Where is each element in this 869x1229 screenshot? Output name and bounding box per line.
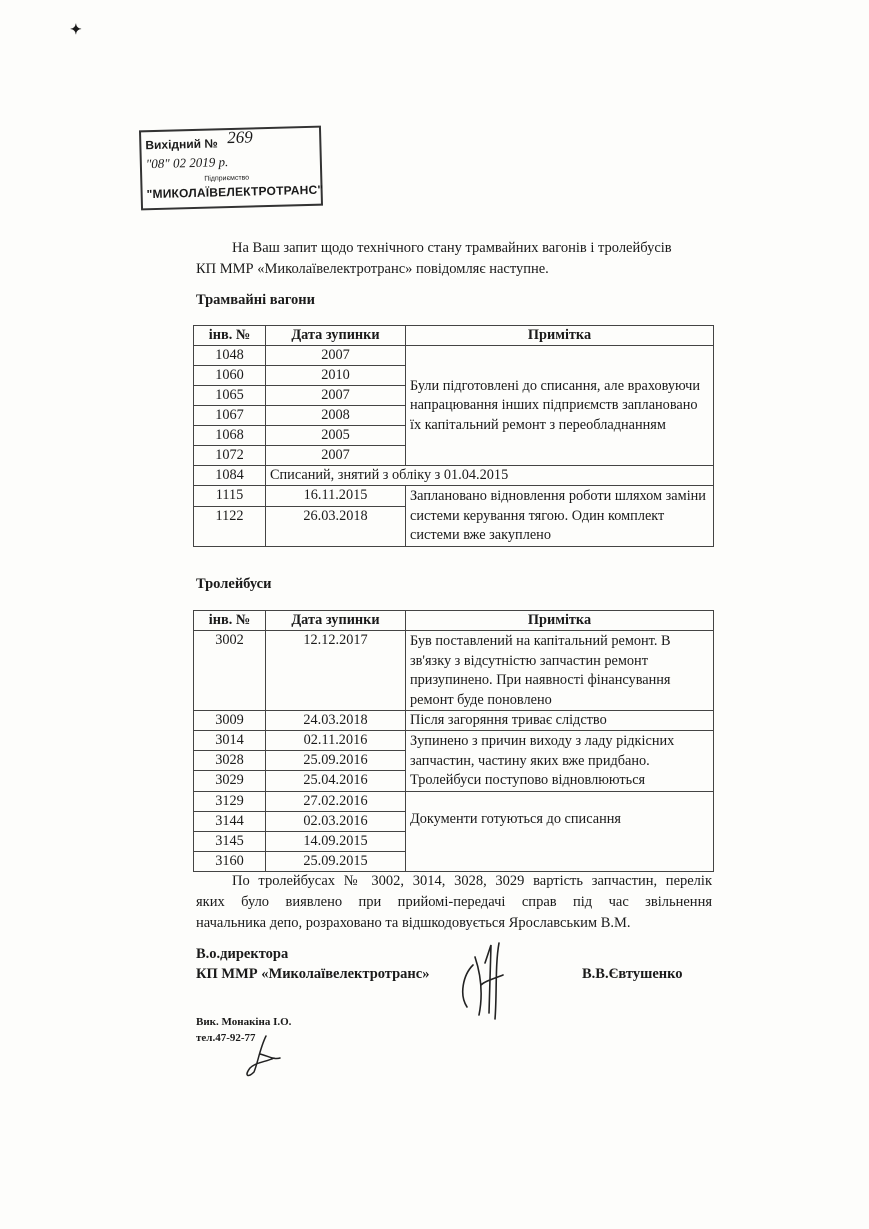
cell-note: Заплановано відновлення роботи шляхом заміни системи керування тягою. Один комплект системи вже закуплено xyxy=(406,486,714,547)
cell-inv: 3002 xyxy=(194,631,266,711)
executor-name: Вик. Монакіна І.О. xyxy=(196,1016,292,1028)
cell-date: 2007 xyxy=(266,446,406,466)
trolleys-heading: Тролейбуси xyxy=(196,576,272,592)
cell-inv: 1067 xyxy=(194,406,266,426)
cell-inv: 1115 xyxy=(194,486,266,507)
col-header-inv: інв. № xyxy=(194,326,266,346)
cell-inv: 3029 xyxy=(194,771,266,791)
stamp-sub-label: Підприємство xyxy=(204,174,250,183)
stamp-outgoing-label: Вихідний № xyxy=(145,136,218,153)
intro-line-1: На Ваш запит щодо технічного стану трамвайних вагонів і тролейбусів xyxy=(232,240,672,256)
table-row xyxy=(194,346,714,366)
cell-inv: 3009 xyxy=(194,711,266,731)
closing-line-3: начальника депо, розраховано та відшкодовується Ярославським В.М. xyxy=(196,915,631,931)
cell-inv: 1068 xyxy=(194,426,266,446)
col-header-note: Примітка xyxy=(406,326,714,346)
closing-line-2: яких було виявлено при прийомі-передачі справ під час звільнення xyxy=(196,894,712,910)
col-header-inv: інв. № xyxy=(194,611,266,631)
handwritten-signature xyxy=(455,935,525,1025)
cell-inv: 3144 xyxy=(194,811,266,831)
intro-line-2: КП ММР «Миколаївелектротранс» повідомляє наступне. xyxy=(196,261,549,277)
table-header-row xyxy=(194,611,714,631)
cell-date: 2008 xyxy=(266,406,406,426)
trams-heading: Трамвайні вагони xyxy=(196,292,316,308)
cell-date: 2007 xyxy=(266,346,406,366)
initials-mark xyxy=(240,1032,290,1082)
trolleys-table xyxy=(193,610,714,872)
cell-date: 25.09.2016 xyxy=(266,751,406,771)
cell-note: Був поставлений на капітальний ремонт. В зв'язку з відсутністю запчастин ремонт призупинено. При наявності фінансування ремонт буде поновлено xyxy=(406,631,714,711)
cell-date: 02.03.2016 xyxy=(266,811,406,831)
cell-note: Були підготовлені до списання, але враховуючи напрацювання інших підприємств заплановано їх капітальний ремонт з переобладнанням xyxy=(406,346,714,466)
cell-inv: 1072 xyxy=(194,446,266,466)
cell-note: Після загоряння триває слідство xyxy=(406,711,714,731)
col-header-note: Примітка xyxy=(406,611,714,631)
cell-inv: 3028 xyxy=(194,751,266,771)
table-row xyxy=(194,711,714,731)
col-header-date: Дата зупинки xyxy=(266,326,406,346)
cell-date: 27.02.2016 xyxy=(266,791,406,811)
cell-inv: 1048 xyxy=(194,346,266,366)
cell-date: 2005 xyxy=(266,426,406,446)
cell-inv: 3014 xyxy=(194,731,266,751)
cell-inv: 3129 xyxy=(194,791,266,811)
cell-date: 25.04.2016 xyxy=(266,771,406,791)
cell-inv: 1060 xyxy=(194,366,266,386)
signatory-org: КП ММР «Миколаївелектротранс» xyxy=(196,966,430,982)
signatory-title: В.о.директора xyxy=(196,946,289,962)
cell-note: Документи готуються до списання xyxy=(406,791,714,871)
executor-phone: тел.47-92-77 xyxy=(196,1032,256,1044)
cell-date: 14.09.2015 xyxy=(266,831,406,851)
cell-date: 24.03.2018 xyxy=(266,711,406,731)
cell-date: 12.12.2017 xyxy=(266,631,406,711)
closing-line-1: По тролейбусах № 3002, 3014, 3028, 3029 вартість запчастин, перелік xyxy=(232,873,712,889)
cell-note: Списаний, знятий з обліку з 01.04.2015 xyxy=(266,466,714,486)
col-header-date: Дата зупинки xyxy=(266,611,406,631)
cell-date: 2007 xyxy=(266,386,406,406)
table-row xyxy=(194,466,714,486)
cell-date: 2010 xyxy=(266,366,406,386)
stamp-org: "МИКОЛАЇВЕЛЕКТРОТРАНС" xyxy=(146,182,324,202)
cell-date: 26.03.2018 xyxy=(266,506,406,546)
cell-inv: 3145 xyxy=(194,831,266,851)
signatory-name: В.В.Євтушенко xyxy=(582,966,683,982)
cell-date: 02.11.2016 xyxy=(266,731,406,751)
table-row xyxy=(194,486,714,507)
cell-note: Зупинено з причин виходу з ладу рідкісних запчастин, частину яких вже придбано. Тролейбуси поступово відновлюються xyxy=(406,731,714,792)
outgoing-stamp xyxy=(139,126,323,211)
stamp-number: 269 xyxy=(226,127,253,148)
table-row xyxy=(194,631,714,711)
cell-date: 16.11.2015 xyxy=(266,486,406,507)
table-row xyxy=(194,791,714,811)
cell-inv: 1065 xyxy=(194,386,266,406)
scan-mark: ✦ xyxy=(70,23,82,38)
trams-table xyxy=(193,325,714,547)
cell-inv: 1084 xyxy=(194,466,266,486)
cell-date: 25.09.2015 xyxy=(266,851,406,871)
stamp-date: "08" 02 2019 р. xyxy=(145,154,229,172)
table-header-row xyxy=(194,326,714,346)
cell-inv: 3160 xyxy=(194,851,266,871)
cell-inv: 1122 xyxy=(194,506,266,546)
table-row xyxy=(194,731,714,751)
